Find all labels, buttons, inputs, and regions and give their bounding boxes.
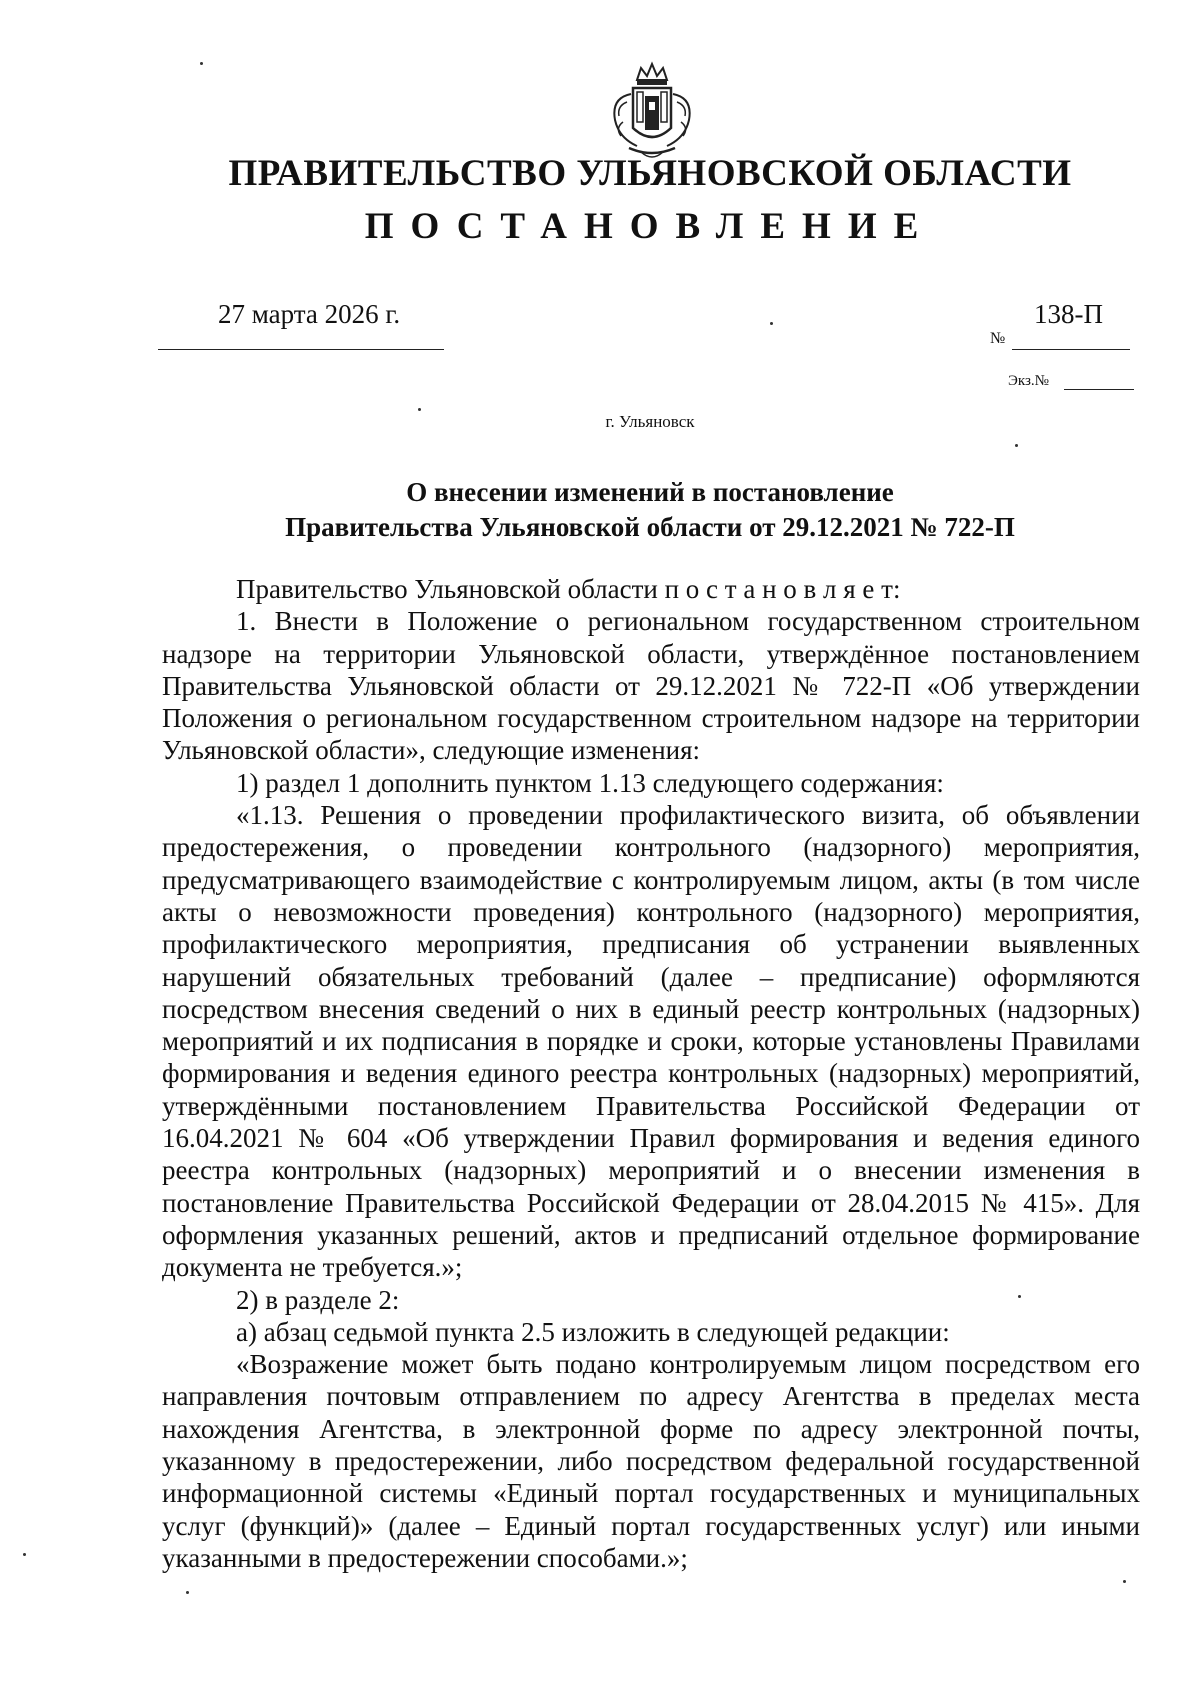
body-paragraph: «1.13. Решения о проведении профилактического визита, об объявлении предостережения, о проведении контрольного (надзорного) мероприятия, предусматривающего взаимодействие с контролируемым лицом, акты (в том числе акты о невозможности проведения) контрольного (надзорного) мероприятия, профилактического мероприятия, предписания об устранении выявленных нарушений обязательных требований (далее – предписание) оформляются посредством внесения сведений о них в единый реестр контрольных (надзорных) мероприятий и их подписания в порядке и сроки, которые установлены Правилами формирования и ведения единого реестра контрольных (надзорных) мероприятий, утверждёнными постановлением Правительства Российской Федерации от 16.04.2021 № 604 «Об утверждении Правил формирования и ведения единого реестра контрольных (надзорных) мероприятий и о внесении изменения в постановление Правительства Российской Федерации от 28.04.2015 № 415». Для оформления указанных решений, актов и предписаний отдельное формирование документа не требуется.»;	[162, 800, 1140, 1283]
scan-speck	[200, 62, 203, 65]
scan-speck	[1123, 1580, 1126, 1583]
scan-speck	[770, 322, 773, 325]
scan-speck	[1018, 1295, 1021, 1298]
coat-of-arms-graphic	[597, 58, 707, 166]
scan-speck	[23, 1553, 26, 1556]
copy-number-label: Экз.№	[1008, 373, 1049, 389]
date-underline	[158, 349, 444, 350]
government-title: ПРАВИТЕЛЬСТВО УЛЬЯНОВСКОЙ ОБЛАСТИ	[228, 153, 1072, 194]
document-date: 27 марта 2026 г.	[218, 299, 401, 329]
subject-line-1: О внесении изменений в постановление	[406, 477, 894, 507]
body-paragraph: Правительство Ульяновской области п о с т а н о в л я е т:	[236, 574, 901, 604]
document-subject	[0, 475, 1200, 545]
scan-speck	[186, 1591, 189, 1594]
coat-of-arms-icon	[597, 58, 707, 166]
subject-line-2: Правительства Ульяновской области от 29.12.2021 № 722-П	[285, 512, 1015, 542]
number-sign-label: №	[990, 330, 1006, 347]
body-paragraph: 1) раздел 1 дополнить пунктом 1.13 следующего содержания:	[236, 767, 944, 798]
body-paragraph: «Возражение может быть подано контролируемым лицом посредством его направления почтовым отправлением по адресу Агентства в пределах места нахождения Агентства, в электронной форме по адресу электронной почты, указанному в предостережении, либо посредством федеральной государственной информационной системы «Единый портал государственных и муниципальных услуг (функций)» (далее – Единый портал государственных услуг) или иными указанными в предостережении способами.»;	[162, 1349, 1140, 1573]
document-number: 138-П	[1034, 299, 1103, 329]
copy-number-underline	[1064, 389, 1134, 390]
scan-speck	[418, 408, 421, 411]
body-paragraph: а) абзац седьмой пункта 2.5 изложить в следующей редакции:	[236, 1316, 950, 1347]
document-type-title: ПОСТАНОВЛЕНИЕ	[364, 206, 936, 247]
body-paragraph: 1. Внести в Положение о региональном государственном строительном надзоре на территории Ульяновской области, утверждённое постановлением Правительства Ульяновской области от 29.12.2021 № 722-П «Об утверждении Положения о региональном государственном строительном надзоре на территории Ульяновской области», следующие изменения:	[162, 606, 1140, 766]
scan-speck	[1015, 444, 1018, 447]
body-paragraph: 2) в разделе 2:	[236, 1284, 400, 1315]
document-body	[162, 573, 1140, 1574]
number-underline	[1012, 349, 1130, 350]
city-name: г. Ульяновск	[605, 412, 695, 431]
